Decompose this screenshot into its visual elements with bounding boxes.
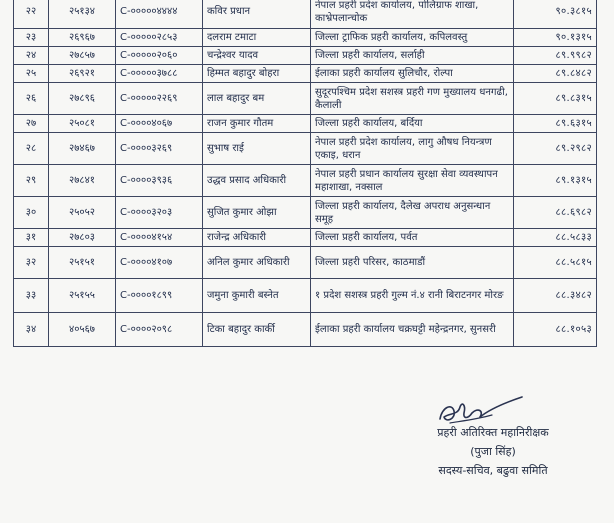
table-row [14, 0, 597, 29]
score-cell: ८९.८४८२ [514, 65, 597, 83]
office-cell: सुदूरपश्चिम प्रदेश सशस्त्र प्रहरी गण मुख्यालय धनगढी, कैलाली [311, 83, 514, 115]
office-cell: जिल्ला प्रहरी कार्यालय, दैलेख अपराध अनुसन्धान समूह [311, 197, 514, 229]
serial-number-cell: २२ [14, 0, 49, 29]
signatory-title: प्रहरी अतिरिक्त महानिरीक्षक [437, 426, 549, 439]
score-cell: ८८.५८३३ [514, 229, 597, 247]
police-number-cell: २७८५७ [49, 47, 116, 65]
score-cell: ८८.५८१५ [514, 247, 597, 279]
office-cell: १ प्रदेश सशस्त्र प्रहरी गुल्म नं.४ रानी बिराटनगर मोरङ [311, 279, 514, 313]
serial-number-cell: ३१ [14, 229, 49, 247]
code-cell: C-०००००४४४४ [116, 0, 203, 29]
table-row [14, 115, 597, 133]
table-row [14, 313, 597, 347]
police-number-cell: २६९२१ [49, 65, 116, 83]
office-cell: जिल्ला ट्राफिक प्रहरी कार्यालय, कपिलवस्तु [311, 29, 514, 47]
serial-number-cell: ३२ [14, 247, 49, 279]
police-number-cell: ४०५६७ [49, 313, 116, 347]
table-row [14, 165, 597, 197]
office-cell: नेपाल प्रहरी प्रदेश कार्यालय, लागु औषध नियन्त्रण एकाइ, धरान [311, 133, 514, 165]
table-row [14, 83, 597, 115]
score-cell: ९०.१३१५ [514, 29, 597, 47]
table-row [14, 279, 597, 313]
serial-number-cell: २४ [14, 47, 49, 65]
code-cell: C-०००००२०६० [116, 47, 203, 65]
name-cell: हिम्मत बहादुर बोहरा [203, 65, 311, 83]
name-cell: सुभाष राई [203, 133, 311, 165]
office-cell: ईलाका प्रहरी कार्यालय सुलिचौर, रोल्पा [311, 65, 514, 83]
office-cell: जिल्ला प्रहरी कार्यालय, सर्लाही [311, 47, 514, 65]
code-cell: C-००००३२६९ [116, 133, 203, 165]
serial-number-cell: ३३ [14, 279, 49, 313]
serial-number-cell: २३ [14, 29, 49, 47]
code-cell: C-००००१८९९ [116, 279, 203, 313]
table-row [14, 133, 597, 165]
office-cell: ईलाका प्रहरी कार्यालय चक्रघट्टी महेन्द्रनगर, सुनसरी [311, 313, 514, 347]
table-row [14, 65, 597, 83]
table-row [14, 247, 597, 279]
name-cell: राजन कुमार गौतम [203, 115, 311, 133]
name-cell: अनिल कुमार अधिकारी [203, 247, 311, 279]
score-cell: ८८.३४८२ [514, 279, 597, 313]
code-cell: C-००००२०९८ [116, 313, 203, 347]
serial-number-cell: २६ [14, 83, 49, 115]
police-number-cell: २५०८१ [49, 115, 116, 133]
office-cell: जिल्ला प्रहरी परिसर, काठमाडौं [311, 247, 514, 279]
name-cell: दलराम टमाटा [203, 29, 311, 47]
code-cell: C-००००४०६७ [116, 115, 203, 133]
office-cell: जिल्ला प्रहरी कार्यालय, पर्वत [311, 229, 514, 247]
serial-number-cell: २७ [14, 115, 49, 133]
name-cell: उद्धव प्रसाद अधिकारी [203, 165, 311, 197]
name-cell: लाल बहादुर बम [203, 83, 311, 115]
name-cell: सुजित कुमार ओझा [203, 197, 311, 229]
code-cell: C-०००००२८५३ [116, 29, 203, 47]
score-cell: ९०.३८१५ [514, 0, 597, 29]
signatory-name: (पुजा सिंह) [470, 445, 516, 458]
score-cell: ८८.१०५३ [514, 313, 597, 347]
police-number-cell: २६९६७ [49, 29, 116, 47]
signatory-role: सदस्य-सचिव, बढुवा समिति [438, 464, 548, 477]
table-row [14, 229, 597, 247]
score-cell: ८९.१३१५ [514, 165, 597, 197]
name-cell: कविर प्रधान [203, 0, 311, 29]
code-cell: C-००००३९३६ [116, 165, 203, 197]
office-cell: नेपाल प्रहरी प्रदेश कार्यालय, पोलिग्राफ शाखा, काभ्रेपलान्चोक [311, 0, 514, 29]
police-number-cell: २७८९६ [49, 83, 116, 115]
office-cell: जिल्ला प्रहरी कार्यालय, बर्दिया [311, 115, 514, 133]
table-row [14, 197, 597, 229]
promotion-list-table [13, 0, 597, 347]
code-cell: C-००००४१५४ [116, 229, 203, 247]
score-cell: ८९.९९८२ [514, 47, 597, 65]
police-number-cell: २५१५५ [49, 279, 116, 313]
table-row [14, 29, 597, 47]
signature-block [418, 423, 568, 480]
serial-number-cell: ३४ [14, 313, 49, 347]
score-cell: ८९.२९८२ [514, 133, 597, 165]
serial-number-cell: ३० [14, 197, 49, 229]
score-cell: ८९.६३१५ [514, 115, 597, 133]
police-number-cell: २७४६७ [49, 133, 116, 165]
table-row [14, 47, 597, 65]
police-number-cell: २५०५२ [49, 197, 116, 229]
serial-number-cell: २५ [14, 65, 49, 83]
office-cell: नेपाल प्रहरी प्रधान कार्यालय सुरक्षा सेवा व्यवस्थापन महाशाखा, नक्साल [311, 165, 514, 197]
code-cell: C-००००४१०७ [116, 247, 203, 279]
score-cell: ८८.६९८२ [514, 197, 597, 229]
table-body [14, 0, 597, 347]
police-number-cell: २५१५१ [49, 247, 116, 279]
name-cell: टिका बहादुर कार्की [203, 313, 311, 347]
serial-number-cell: २८ [14, 133, 49, 165]
score-cell: ८९.८३१५ [514, 83, 597, 115]
name-cell: राजेन्द्र अधिकारी [203, 229, 311, 247]
police-number-cell: २५१३४ [49, 0, 116, 29]
serial-number-cell: २९ [14, 165, 49, 197]
name-cell: चन्द्रेश्वर यादव [203, 47, 311, 65]
police-number-cell: २७८०३ [49, 229, 116, 247]
police-number-cell: २७८४१ [49, 165, 116, 197]
code-cell: C-०००००२२६९ [116, 83, 203, 115]
name-cell: जमुना कुमारी बस्नेत [203, 279, 311, 313]
code-cell: C-०००००३७८८ [116, 65, 203, 83]
code-cell: C-००००३२०३ [116, 197, 203, 229]
